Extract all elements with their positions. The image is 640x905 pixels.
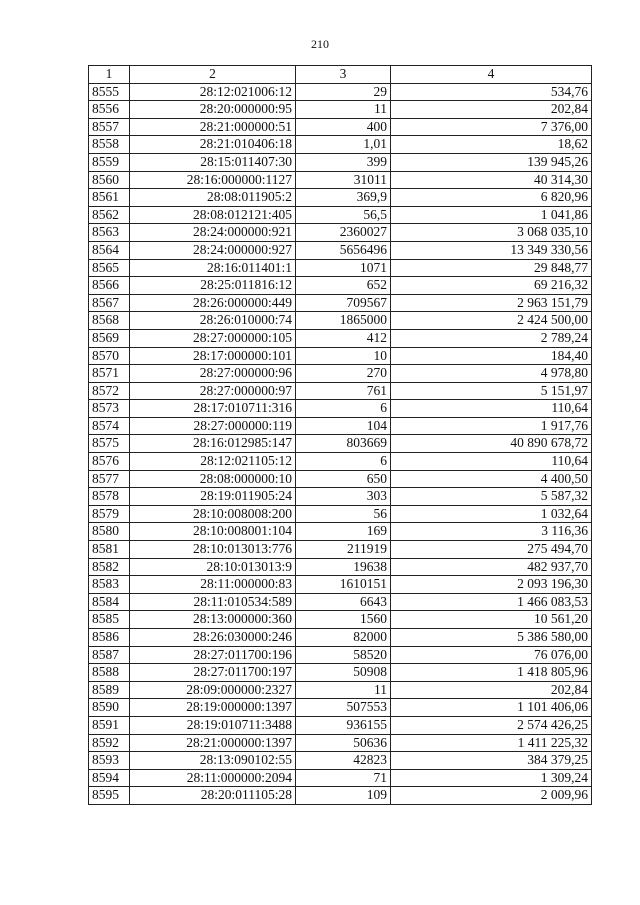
area-cell: 6	[296, 400, 391, 418]
row-number-cell: 8569	[89, 329, 130, 347]
value-cell: 1 032,64	[391, 505, 592, 523]
value-cell: 482 937,70	[391, 558, 592, 576]
data-table	[88, 65, 592, 805]
area-cell: 71	[296, 769, 391, 787]
row-number-cell: 8564	[89, 241, 130, 259]
area-cell: 369,9	[296, 189, 391, 207]
row-number-cell: 8579	[89, 505, 130, 523]
cadastral-number-cell: 28:27:000000:105	[130, 329, 296, 347]
row-number-cell: 8586	[89, 629, 130, 647]
table-row	[89, 576, 592, 594]
row-number-cell: 8580	[89, 523, 130, 541]
table-row	[89, 541, 592, 559]
value-cell: 1 101 406,06	[391, 699, 592, 717]
table-row	[89, 101, 592, 119]
row-number-cell: 8592	[89, 734, 130, 752]
cadastral-number-cell: 28:08:000000:10	[130, 470, 296, 488]
row-number-cell: 8562	[89, 206, 130, 224]
cadastral-number-cell: 28:12:021105:12	[130, 453, 296, 471]
value-cell: 40 314,30	[391, 171, 592, 189]
area-cell: 936155	[296, 716, 391, 734]
table-row	[89, 206, 592, 224]
cadastral-number-cell: 28:16:012985:147	[130, 435, 296, 453]
area-cell: 50636	[296, 734, 391, 752]
table-row	[89, 787, 592, 805]
value-cell: 2 424 500,00	[391, 312, 592, 330]
value-cell: 13 349 330,56	[391, 241, 592, 259]
table-row	[89, 277, 592, 295]
area-cell: 42823	[296, 752, 391, 770]
row-number-cell: 8594	[89, 769, 130, 787]
row-number-cell: 8559	[89, 153, 130, 171]
row-number-cell: 8587	[89, 646, 130, 664]
table-row	[89, 558, 592, 576]
row-number-cell: 8560	[89, 171, 130, 189]
row-number-cell: 8581	[89, 541, 130, 559]
area-cell: 650	[296, 470, 391, 488]
value-cell: 384 379,25	[391, 752, 592, 770]
area-cell: 6	[296, 453, 391, 471]
cadastral-number-cell: 28:27:000000:96	[130, 365, 296, 383]
table-row	[89, 593, 592, 611]
cadastral-number-cell: 28:17:000000:101	[130, 347, 296, 365]
area-cell: 6643	[296, 593, 391, 611]
row-number-cell: 8556	[89, 101, 130, 119]
area-cell: 2360027	[296, 224, 391, 242]
value-cell: 2 963 151,79	[391, 294, 592, 312]
table-row	[89, 400, 592, 418]
cadastral-number-cell: 28:19:010711:3488	[130, 716, 296, 734]
row-number-cell: 8558	[89, 136, 130, 154]
table-row	[89, 312, 592, 330]
value-cell: 1 411 225,32	[391, 734, 592, 752]
row-number-cell: 8573	[89, 400, 130, 418]
area-cell: 709567	[296, 294, 391, 312]
area-cell: 11	[296, 681, 391, 699]
area-cell: 761	[296, 382, 391, 400]
cadastral-number-cell: 28:17:010711:316	[130, 400, 296, 418]
cadastral-number-cell: 28:15:011407:30	[130, 153, 296, 171]
table-row	[89, 171, 592, 189]
cadastral-number-cell: 28:09:000000:2327	[130, 681, 296, 699]
value-cell: 110,64	[391, 400, 592, 418]
table-row	[89, 118, 592, 136]
table-row	[89, 83, 592, 101]
table-row	[89, 488, 592, 506]
row-number-cell: 8565	[89, 259, 130, 277]
table-row	[89, 734, 592, 752]
value-cell: 275 494,70	[391, 541, 592, 559]
cadastral-number-cell: 28:19:000000:1397	[130, 699, 296, 717]
cadastral-number-cell: 28:11:000000:83	[130, 576, 296, 594]
value-cell: 5 151,97	[391, 382, 592, 400]
table-row	[89, 435, 592, 453]
area-cell: 31011	[296, 171, 391, 189]
area-cell: 1071	[296, 259, 391, 277]
header-cell-3: 3	[296, 66, 391, 84]
cadastral-number-cell: 28:11:010534:589	[130, 593, 296, 611]
row-number-cell: 8583	[89, 576, 130, 594]
table-row	[89, 259, 592, 277]
row-number-cell: 8566	[89, 277, 130, 295]
value-cell: 1 917,76	[391, 417, 592, 435]
area-cell: 270	[296, 365, 391, 383]
row-number-cell: 8578	[89, 488, 130, 506]
value-cell: 139 945,26	[391, 153, 592, 171]
area-cell: 19638	[296, 558, 391, 576]
area-cell: 169	[296, 523, 391, 541]
cadastral-number-cell: 28:13:090102:55	[130, 752, 296, 770]
table-row	[89, 347, 592, 365]
area-cell: 10	[296, 347, 391, 365]
area-cell: 652	[296, 277, 391, 295]
row-number-cell: 8555	[89, 83, 130, 101]
value-cell: 184,40	[391, 347, 592, 365]
value-cell: 7 376,00	[391, 118, 592, 136]
value-cell: 4 978,80	[391, 365, 592, 383]
area-cell: 1,01	[296, 136, 391, 154]
header-cell-2: 2	[130, 66, 296, 84]
cadastral-number-cell: 28:11:000000:2094	[130, 769, 296, 787]
table-row	[89, 752, 592, 770]
row-number-cell: 8588	[89, 664, 130, 682]
area-cell: 29	[296, 83, 391, 101]
table-row	[89, 153, 592, 171]
cadastral-number-cell: 28:27:000000:97	[130, 382, 296, 400]
value-cell: 5 587,32	[391, 488, 592, 506]
value-cell: 3 116,36	[391, 523, 592, 541]
value-cell: 18,62	[391, 136, 592, 154]
cadastral-number-cell: 28:10:008008:200	[130, 505, 296, 523]
row-number-cell: 8590	[89, 699, 130, 717]
area-cell: 56,5	[296, 206, 391, 224]
cadastral-number-cell: 28:19:011905:24	[130, 488, 296, 506]
cadastral-number-cell: 28:24:000000:927	[130, 241, 296, 259]
cadastral-number-cell: 28:21:000000:51	[130, 118, 296, 136]
value-cell: 2 574 426,25	[391, 716, 592, 734]
table-header-row	[89, 66, 592, 84]
area-cell: 1610151	[296, 576, 391, 594]
cadastral-number-cell: 28:08:012121:405	[130, 206, 296, 224]
row-number-cell: 8593	[89, 752, 130, 770]
row-number-cell: 8584	[89, 593, 130, 611]
table-row	[89, 716, 592, 734]
table-row	[89, 523, 592, 541]
table-row	[89, 453, 592, 471]
cadastral-number-cell: 28:27:011700:197	[130, 664, 296, 682]
value-cell: 4 400,50	[391, 470, 592, 488]
area-cell: 56	[296, 505, 391, 523]
row-number-cell: 8589	[89, 681, 130, 699]
area-cell: 303	[296, 488, 391, 506]
table-body	[89, 66, 592, 805]
cadastral-number-cell: 28:21:000000:1397	[130, 734, 296, 752]
row-number-cell: 8575	[89, 435, 130, 453]
area-cell: 803669	[296, 435, 391, 453]
row-number-cell: 8563	[89, 224, 130, 242]
cadastral-number-cell: 28:26:010000:74	[130, 312, 296, 330]
table-row	[89, 189, 592, 207]
cadastral-number-cell: 28:08:011905:2	[130, 189, 296, 207]
area-cell: 1865000	[296, 312, 391, 330]
cadastral-number-cell: 28:20:011105:28	[130, 787, 296, 805]
table-row	[89, 241, 592, 259]
cadastral-number-cell: 28:13:000000:360	[130, 611, 296, 629]
header-cell-4: 4	[391, 66, 592, 84]
value-cell: 10 561,20	[391, 611, 592, 629]
row-number-cell: 8577	[89, 470, 130, 488]
area-cell: 211919	[296, 541, 391, 559]
row-number-cell: 8574	[89, 417, 130, 435]
value-cell: 76 076,00	[391, 646, 592, 664]
value-cell: 1 466 083,53	[391, 593, 592, 611]
area-cell: 109	[296, 787, 391, 805]
cadastral-number-cell: 28:24:000000:921	[130, 224, 296, 242]
value-cell: 3 068 035,10	[391, 224, 592, 242]
area-cell: 50908	[296, 664, 391, 682]
value-cell: 2 093 196,30	[391, 576, 592, 594]
area-cell: 11	[296, 101, 391, 119]
cadastral-number-cell: 28:26:030000:246	[130, 629, 296, 647]
area-cell: 58520	[296, 646, 391, 664]
value-cell: 1 041,86	[391, 206, 592, 224]
row-number-cell: 8570	[89, 347, 130, 365]
table-row	[89, 611, 592, 629]
row-number-cell: 8582	[89, 558, 130, 576]
cadastral-number-cell: 28:20:000000:95	[130, 101, 296, 119]
table-row	[89, 769, 592, 787]
cadastral-number-cell: 28:10:008001:104	[130, 523, 296, 541]
area-cell: 399	[296, 153, 391, 171]
area-cell: 82000	[296, 629, 391, 647]
row-number-cell: 8557	[89, 118, 130, 136]
table-row	[89, 224, 592, 242]
row-number-cell: 8572	[89, 382, 130, 400]
value-cell: 2 009,96	[391, 787, 592, 805]
value-cell: 2 789,24	[391, 329, 592, 347]
row-number-cell: 8591	[89, 716, 130, 734]
row-number-cell: 8595	[89, 787, 130, 805]
value-cell: 5 386 580,00	[391, 629, 592, 647]
row-number-cell: 8571	[89, 365, 130, 383]
table-row	[89, 629, 592, 647]
table-row	[89, 329, 592, 347]
row-number-cell: 8585	[89, 611, 130, 629]
value-cell: 69 216,32	[391, 277, 592, 295]
table-row	[89, 646, 592, 664]
table-row	[89, 382, 592, 400]
table-row	[89, 470, 592, 488]
value-cell: 110,64	[391, 453, 592, 471]
row-number-cell: 8576	[89, 453, 130, 471]
cadastral-number-cell: 28:10:013013:776	[130, 541, 296, 559]
area-cell: 400	[296, 118, 391, 136]
header-cell-1: 1	[89, 66, 130, 84]
table-row	[89, 136, 592, 154]
value-cell: 29 848,77	[391, 259, 592, 277]
value-cell: 1 309,24	[391, 769, 592, 787]
row-number-cell: 8561	[89, 189, 130, 207]
row-number-cell: 8568	[89, 312, 130, 330]
area-cell: 507553	[296, 699, 391, 717]
cadastral-number-cell: 28:21:010406:18	[130, 136, 296, 154]
cadastral-number-cell: 28:25:011816:12	[130, 277, 296, 295]
table-row	[89, 681, 592, 699]
cadastral-number-cell: 28:16:011401:1	[130, 259, 296, 277]
table-row	[89, 505, 592, 523]
area-cell: 1560	[296, 611, 391, 629]
cadastral-number-cell: 28:12:021006:12	[130, 83, 296, 101]
cadastral-number-cell: 28:26:000000:449	[130, 294, 296, 312]
value-cell: 1 418 805,96	[391, 664, 592, 682]
value-cell: 40 890 678,72	[391, 435, 592, 453]
table-row	[89, 294, 592, 312]
table-row	[89, 699, 592, 717]
cadastral-number-cell: 28:27:000000:119	[130, 417, 296, 435]
area-cell: 104	[296, 417, 391, 435]
value-cell: 534,76	[391, 83, 592, 101]
cadastral-number-cell: 28:10:013013:9	[130, 558, 296, 576]
table-row	[89, 664, 592, 682]
table-row	[89, 417, 592, 435]
page-number: 210	[311, 37, 329, 51]
value-cell: 202,84	[391, 681, 592, 699]
cadastral-number-cell: 28:27:011700:196	[130, 646, 296, 664]
area-cell: 5656496	[296, 241, 391, 259]
table-row	[89, 365, 592, 383]
row-number-cell: 8567	[89, 294, 130, 312]
value-cell: 202,84	[391, 101, 592, 119]
cadastral-number-cell: 28:16:000000:1127	[130, 171, 296, 189]
value-cell: 6 820,96	[391, 189, 592, 207]
area-cell: 412	[296, 329, 391, 347]
